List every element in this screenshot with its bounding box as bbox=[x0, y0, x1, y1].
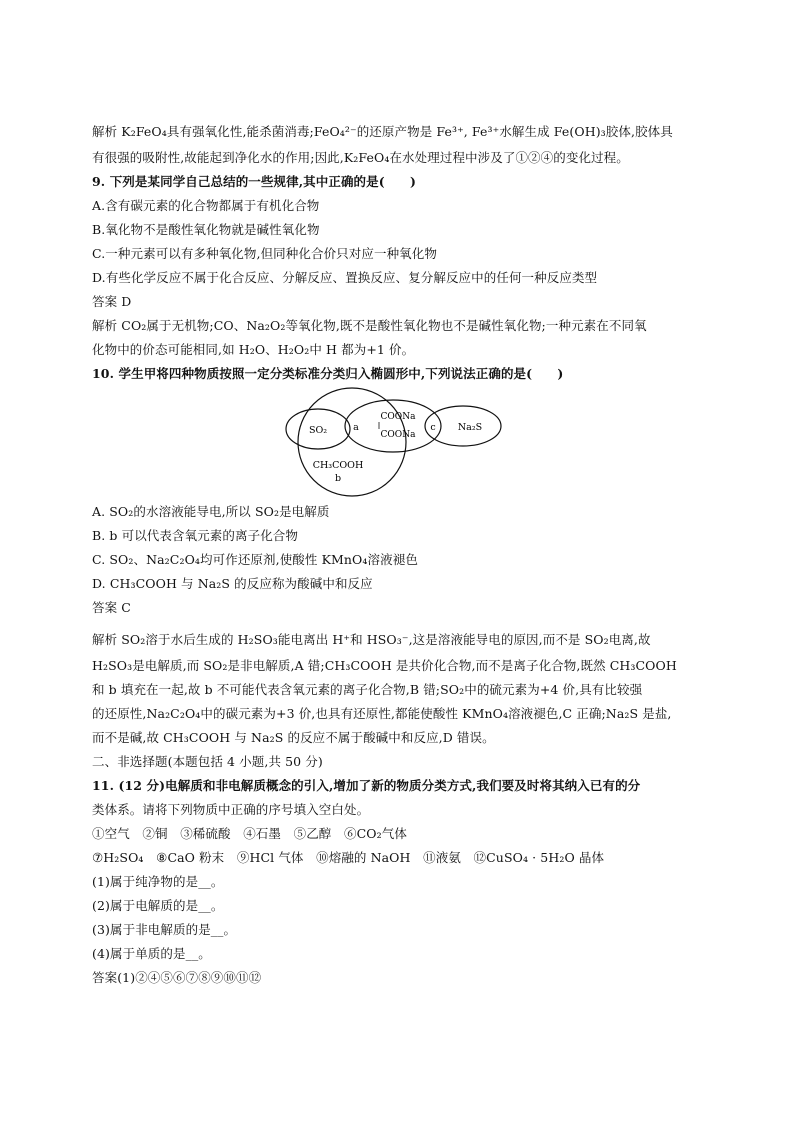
q9-option-a: A.含有碳元素的化合物都属于有机化合物 bbox=[92, 198, 320, 213]
q10-analysis-line-5: 而不是碱,故 CH₃COOH 与 Na₂S 的反应不属于酸碱中和反应,D 错误。 bbox=[92, 730, 495, 745]
q9-answer: 答案 D bbox=[92, 294, 132, 309]
coona-ellipse bbox=[345, 400, 441, 452]
q10-answer: 答案 C bbox=[92, 600, 131, 615]
big-circle bbox=[298, 388, 406, 496]
q11-part-3: (3)属于非电解质的是__。 bbox=[92, 922, 237, 937]
label-a: a bbox=[353, 422, 359, 433]
q9-analysis-line-1: 解析 CO₂属于无机物;CO、Na₂O₂等氧化物,既不是酸性氧化物也不是碱性氧化物;一种元素在不同氧 bbox=[92, 318, 647, 333]
ellipse-diagram-svg bbox=[280, 386, 520, 498]
question-10: 10. 学生甲将四种物质按照一定分类标准分类归入椭圆形中,下列说法正确的是( ) bbox=[92, 366, 564, 381]
q10-analysis-line-1: 解析 SO₂溶于水后生成的 H₂SO₃能电离出 H⁺和 HSO₃⁻,这是溶液能导电的原因,而不是 SO₂电离,故 bbox=[92, 632, 651, 647]
question-11-line-1: 11. (12 分)电解质和非电解质概念的引入,增加了新的物质分类方式,我们要及时将其纳入已有的分 bbox=[92, 778, 641, 793]
q11-part-4: (4)属于单质的是__。 bbox=[92, 946, 211, 961]
label-c: c bbox=[430, 422, 436, 433]
q11-part-1: (1)属于纯净物的是__。 bbox=[92, 874, 224, 889]
q9-option-b: B.氧化物不是酸性氧化物就是碱性氧化物 bbox=[92, 222, 320, 237]
analysis-8-line-1: 解析 K₂FeO₄具有强氧化性,能杀菌消毒;FeO₄²⁻的还原产物是 Fe³⁺, Fe³⁺水解生成 Fe(OH)₃胶体,胶体具 bbox=[92, 124, 673, 139]
label-b: b bbox=[334, 473, 342, 484]
question-9: 9. 下列是某同学自己总结的一些规律,其中正确的是( ) bbox=[92, 174, 416, 189]
label-na2s: Na₂S bbox=[457, 422, 483, 433]
substance-list-2: ⑦H₂SO₄ ⑧CaO 粉末 ⑨HCl 气体 ⑩熔融的 NaOH ⑪液氨 ⑫CuSO₄ · 5H₂O 晶体 bbox=[92, 850, 605, 865]
q11-answer: 答案(1)②④⑤⑥⑦⑧⑨⑩⑪⑫ bbox=[92, 970, 262, 985]
section-heading: 二、非选择题(本题包括 4 小题,共 50 分) bbox=[92, 754, 323, 769]
label-so2: SO₂ bbox=[308, 425, 328, 436]
q11-part-2: (2)属于电解质的是__。 bbox=[92, 898, 224, 913]
document-page bbox=[92, 112, 712, 990]
q10-option-a: A. SO₂的水溶液能导电,所以 SO₂是电解质 bbox=[92, 504, 330, 519]
q9-option-d: D.有些化学反应不属于化合反应、分解反应、置换反应、复分解反应中的任何一种反应类型 bbox=[92, 270, 598, 285]
substance-list-1: ①空气 ②铜 ③稀硫酸 ④石墨 ⑤乙醇 ⑥CO₂气体 bbox=[92, 826, 407, 841]
q9-analysis-line-2: 化物中的价态可能相同,如 H₂O、H₂O₂中 H 都为+1 价。 bbox=[92, 342, 415, 357]
q10-analysis-line-3: 和 b 填充在一起,故 b 不可能代表含氧元素的离子化合物,B 错;SO₂中的硫元素为+4 价,具有比较强 bbox=[92, 682, 643, 697]
q10-option-b: B. b 可以代表含氧元素的离子化合物 bbox=[92, 528, 299, 543]
question-11-line-2: 类体系。请将下列物质中正确的序号填入空白处。 bbox=[92, 802, 370, 817]
q10-option-d: D. CH₃COOH 与 Na₂S 的反应称为酸碱中和反应 bbox=[92, 576, 373, 591]
label-coona-top: COONa bbox=[380, 412, 416, 422]
q10-option-c: C. SO₂、Na₂C₂O₄均可作还原剂,使酸性 KMnO₄溶液褪色 bbox=[92, 552, 418, 567]
q10-analysis-line-2: H₂SO₃是电解质,而 SO₂是非电解质,A 错;CH₃COOH 是共价化合物,而不是离子化合物,既然 CH₃COOH bbox=[92, 658, 677, 673]
label-coona-bottom: COONa bbox=[380, 430, 416, 440]
q10-analysis-line-4: 的还原性,Na₂C₂O₄中的碳元素为+3 价,也具有还原性,都能使酸性 KMnO₄溶液褪色,C 正确;Na₂S 是盐, bbox=[92, 706, 672, 721]
label-ch3cooh: CH₃COOH bbox=[312, 460, 364, 471]
classification-diagram bbox=[92, 386, 712, 500]
q9-option-c: C.一种元素可以有多种氧化物,但同种化合价只对应一种氧化物 bbox=[92, 246, 437, 261]
analysis-8-line-2: 有很强的吸附性,故能起到净化水的作用;因此,K₂FeO₄在水处理过程中涉及了①②④的变化过程。 bbox=[92, 150, 629, 165]
